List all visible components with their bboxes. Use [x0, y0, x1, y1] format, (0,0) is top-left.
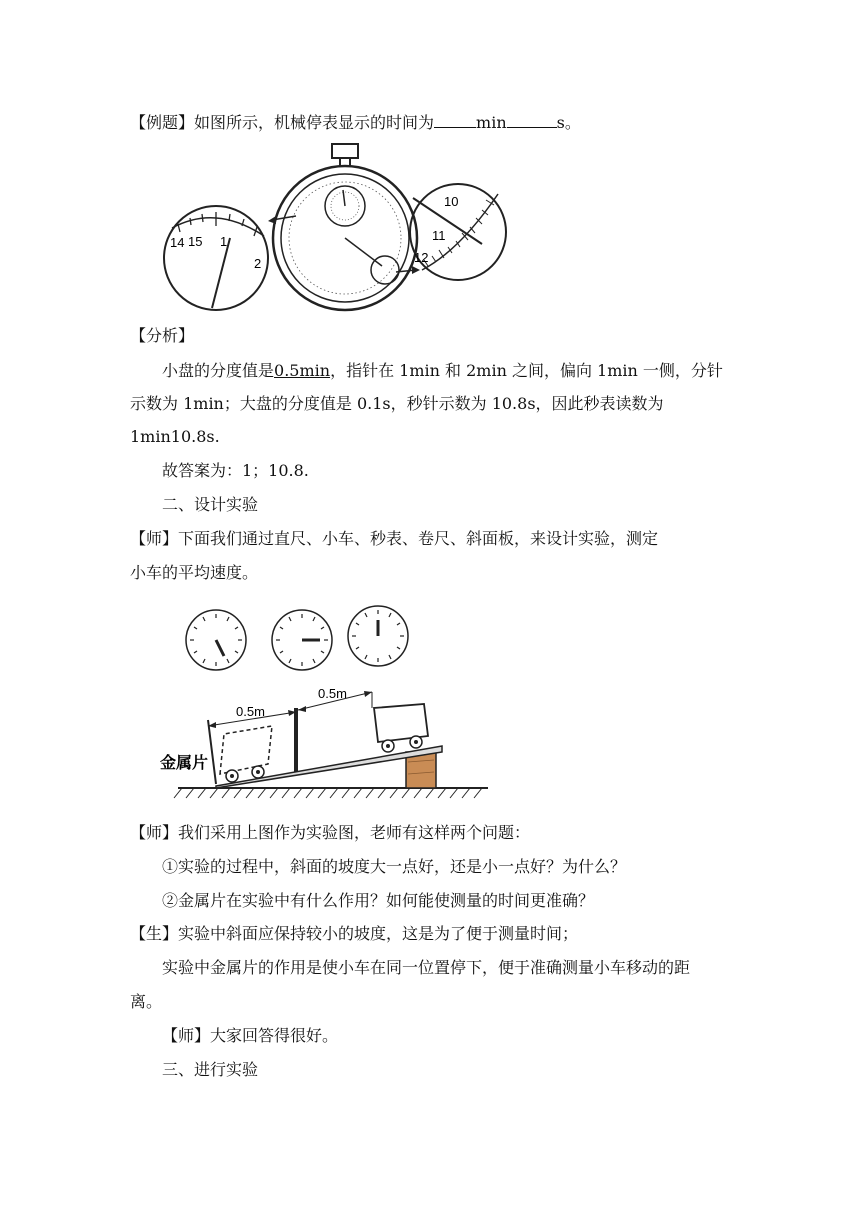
unit-min: min: [476, 113, 507, 132]
clock-start: [186, 610, 246, 670]
teacher-tag: 【师】: [130, 529, 179, 548]
analysis-line-1-start: 小盘的分度值是: [162, 361, 275, 380]
right-dial-label-10: 10: [444, 194, 459, 209]
analysis-line-2: 示数为 1min；大盘的分度值是 0.1s，秒针示数为 10.8s，因此秒表读数为: [130, 394, 664, 413]
example-tag: 【例题】: [130, 113, 195, 132]
teacher-line-2: 小车的平均速度。: [130, 563, 259, 582]
answer-line: 故答案为：1；10.8.: [162, 461, 309, 480]
left-dial-label-1: 1: [220, 234, 228, 249]
answer-blank-min: [434, 111, 476, 128]
teacher-text-3: 大家回答得很好。: [210, 1026, 339, 1045]
left-dial-label-2: 2: [254, 256, 262, 271]
left-dial-label-14: 14: [170, 235, 185, 250]
section-design-heading: 二、设计实验: [162, 495, 259, 514]
analysis-line-3: 1min10.8s.: [130, 427, 220, 446]
question-1: ①实验的过程中，斜面的坡度大一点好，还是小一点好？为什么？: [162, 857, 627, 876]
student-answer-1: [130, 923, 578, 945]
analysis-underlined-value: 0.5min: [274, 361, 331, 380]
student-answer-3: 离。: [130, 992, 163, 1011]
student-tag: 【生】: [130, 924, 179, 943]
teacher-text-1: 下面我们通过直尺、小车、秒表、卷尺、斜面板，来设计实验，测定: [178, 529, 659, 548]
student-text: 实验中斜面应保持较小的坡度，这是为了便于测量时间；: [178, 924, 579, 943]
example-text: 如图所示，机械停表显示的时间为: [194, 113, 435, 132]
answer-blank-s: [507, 111, 557, 128]
analysis-heading: 【分析】: [130, 326, 195, 345]
analysis-line-1-end: ，指针在 1min 和 2min 之间，偏向 1min 一侧，分针: [330, 361, 723, 380]
unit-s: s。: [556, 113, 581, 132]
clock-end: [348, 606, 408, 666]
clock-middle: [272, 610, 332, 670]
left-dial-label-15: 15: [188, 234, 203, 249]
right-dial-label-12: 12: [414, 250, 429, 265]
stopwatch-figure: [160, 140, 520, 320]
teacher-question-intro: [130, 822, 530, 844]
metal-piece-label: 金属片: [160, 753, 209, 772]
teacher-praise: [162, 1025, 338, 1047]
example-question: [130, 111, 581, 134]
analysis-line-1: [162, 360, 723, 382]
ramp-figure: [158, 596, 498, 808]
teacher-tag-2: 【师】: [130, 823, 179, 842]
student-answer-2: 实验中金属片的作用是使小车在同一位置停下，便于准确测量小车移动的距: [162, 958, 691, 977]
question-2: ②金属片在实验中有什么作用？如何能使测量的时间更准确？: [162, 891, 595, 910]
teacher-text-2: 我们采用上图作为实验图，老师有这样两个问题：: [178, 823, 531, 842]
right-dial-label-11: 11: [432, 228, 446, 243]
teacher-tag-3: 【师】: [162, 1026, 211, 1045]
teacher-line-1: [130, 528, 658, 550]
section-experiment-heading: 三、进行实验: [162, 1060, 259, 1079]
distance-label-2: 0.5m: [318, 686, 347, 701]
distance-label-1: 0.5m: [236, 704, 265, 719]
